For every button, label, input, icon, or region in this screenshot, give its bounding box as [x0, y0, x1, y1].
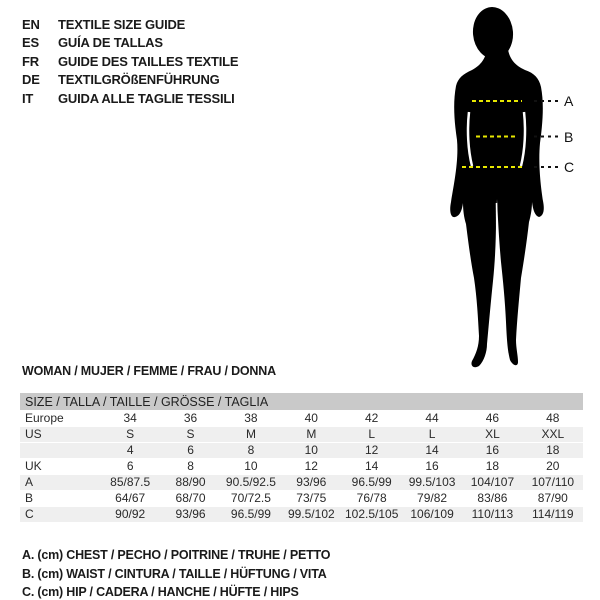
row-label: C — [25, 507, 34, 521]
size-cell: 36 — [183, 411, 198, 425]
measure-label-c: C — [564, 159, 575, 175]
footnote-c: C. (cm) HIP / CADERA / HANCHE / HÜFTE / HIPS — [22, 585, 299, 600]
guide-title-translation: GUIDA ALLE TAGLIE TESSILI — [58, 90, 235, 106]
size-cell: 73/75 — [296, 491, 327, 505]
size-cell: 6 — [187, 443, 194, 457]
size-cell: 110/113 — [471, 507, 514, 521]
size-cell: 90.5/92.5 — [225, 475, 276, 489]
size-cell: XL — [485, 427, 500, 441]
size-cell: 79/82 — [417, 491, 448, 505]
size-cell: 87/90 — [537, 491, 568, 505]
language-code: EN — [22, 16, 40, 32]
size-table-body — [20, 411, 583, 523]
size-cell: L — [368, 427, 376, 441]
size-cell: 20 — [546, 459, 560, 473]
row-label: A — [25, 475, 34, 489]
size-cell: 68/70 — [175, 491, 206, 505]
size-table-header: SIZE / TALLA / TAILLE / GRÖSSE / TAGLIA — [20, 393, 583, 411]
guide-title-translation: GUIDE DES TAILLES TEXTILE — [58, 53, 239, 69]
size-cell: 96.5/99 — [351, 475, 392, 489]
guide-title-translation: TEXTILE SIZE GUIDE — [58, 16, 186, 32]
size-cell: 107/110 — [531, 475, 575, 489]
size-cell: 104/107 — [470, 475, 515, 489]
measure-label-b: B — [564, 129, 574, 145]
size-cell: 18 — [485, 459, 500, 473]
size-cell: 10 — [244, 459, 258, 473]
size-cell: 99.5/102 — [287, 507, 335, 521]
size-cell: 42 — [365, 411, 379, 425]
size-cell: 16 — [425, 459, 439, 473]
legend-row-en — [22, 15, 238, 34]
row-label: UK — [25, 459, 42, 473]
size-cell: 8 — [247, 443, 255, 457]
row-label — [20, 443, 100, 458]
size-cell: M — [306, 427, 317, 441]
size-cell: 88/90 — [175, 475, 206, 489]
size-cell: 64/67 — [115, 491, 146, 505]
size-cell: 48 — [546, 411, 560, 425]
legend-row-es — [22, 34, 238, 53]
measure-label-a: A — [564, 93, 574, 109]
size-cell: 93/96 — [175, 507, 206, 521]
size-cell: L — [428, 427, 436, 441]
guide-title-translation: GUÍA DE TALLAS — [58, 35, 163, 51]
size-table — [20, 393, 583, 523]
size-cell: M — [245, 427, 256, 441]
size-cell: S — [186, 427, 195, 441]
size-cell: S — [126, 427, 135, 441]
row-label: US — [25, 427, 42, 441]
size-cell: 14 — [365, 459, 379, 473]
size-cell: 83/86 — [477, 491, 508, 505]
size-cell: 90/92 — [115, 507, 146, 521]
woman-silhouette — [400, 0, 600, 380]
size-cell: 14 — [425, 443, 439, 457]
measurement-footnotes — [22, 546, 330, 600]
table-row — [20, 475, 583, 491]
size-cell: 12 — [304, 459, 318, 473]
table-row — [20, 459, 583, 475]
size-cell: XXL — [541, 427, 565, 441]
table-row — [20, 507, 583, 523]
size-cell: 102.5/105 — [344, 507, 399, 521]
size-cell: 99.5/103 — [408, 475, 456, 489]
size-cell: 70/72.5 — [230, 491, 271, 505]
table-row — [20, 443, 583, 459]
language-legend — [22, 15, 238, 108]
table-row — [20, 411, 583, 427]
language-code: FR — [22, 53, 39, 69]
size-cell: 85/87.5 — [110, 475, 151, 489]
guide-title-translation: TEXTILGRÖßENFÜHRUNG — [58, 72, 220, 88]
size-cell: 44 — [425, 411, 439, 425]
size-cell: 106/109 — [410, 507, 454, 521]
table-row — [20, 491, 583, 507]
size-cell: 93/96 — [296, 475, 327, 489]
size-cell: 18 — [546, 443, 560, 457]
footnote-b: B. (cm) WAIST / CINTURA / TAILLE / HÜFTUNG / VITA — [22, 566, 327, 581]
size-cell: 16 — [485, 443, 500, 457]
language-code: IT — [22, 90, 34, 106]
size-cell: 8 — [187, 459, 194, 473]
size-cell: 6 — [126, 459, 134, 473]
footnote-a: A. (cm) CHEST / PECHO / POITRINE / TRUHE / PETTO — [22, 548, 331, 563]
language-code: DE — [22, 72, 40, 88]
table-title: WOMAN / MUJER / FEMME / FRAU / DONNA — [22, 364, 276, 378]
size-cell: 10 — [304, 443, 318, 457]
size-cell: 34 — [123, 411, 137, 425]
legend-row-de — [22, 71, 238, 90]
size-cell: 40 — [304, 411, 318, 425]
figure-area — [400, 0, 600, 380]
size-cell: 12 — [365, 443, 379, 457]
row-label: B — [25, 491, 34, 505]
table-row — [20, 427, 583, 443]
language-code: ES — [22, 35, 39, 51]
size-cell: 96.5/99 — [230, 507, 271, 521]
legend-row-fr — [22, 52, 238, 71]
size-cell: 4 — [126, 443, 134, 457]
size-cell: 114/119 — [532, 507, 574, 521]
size-cell: 76/78 — [356, 491, 387, 505]
size-cell: 46 — [485, 411, 500, 425]
legend-row-it — [22, 89, 238, 108]
row-label: Europe — [25, 411, 64, 425]
size-cell: 38 — [244, 411, 258, 425]
